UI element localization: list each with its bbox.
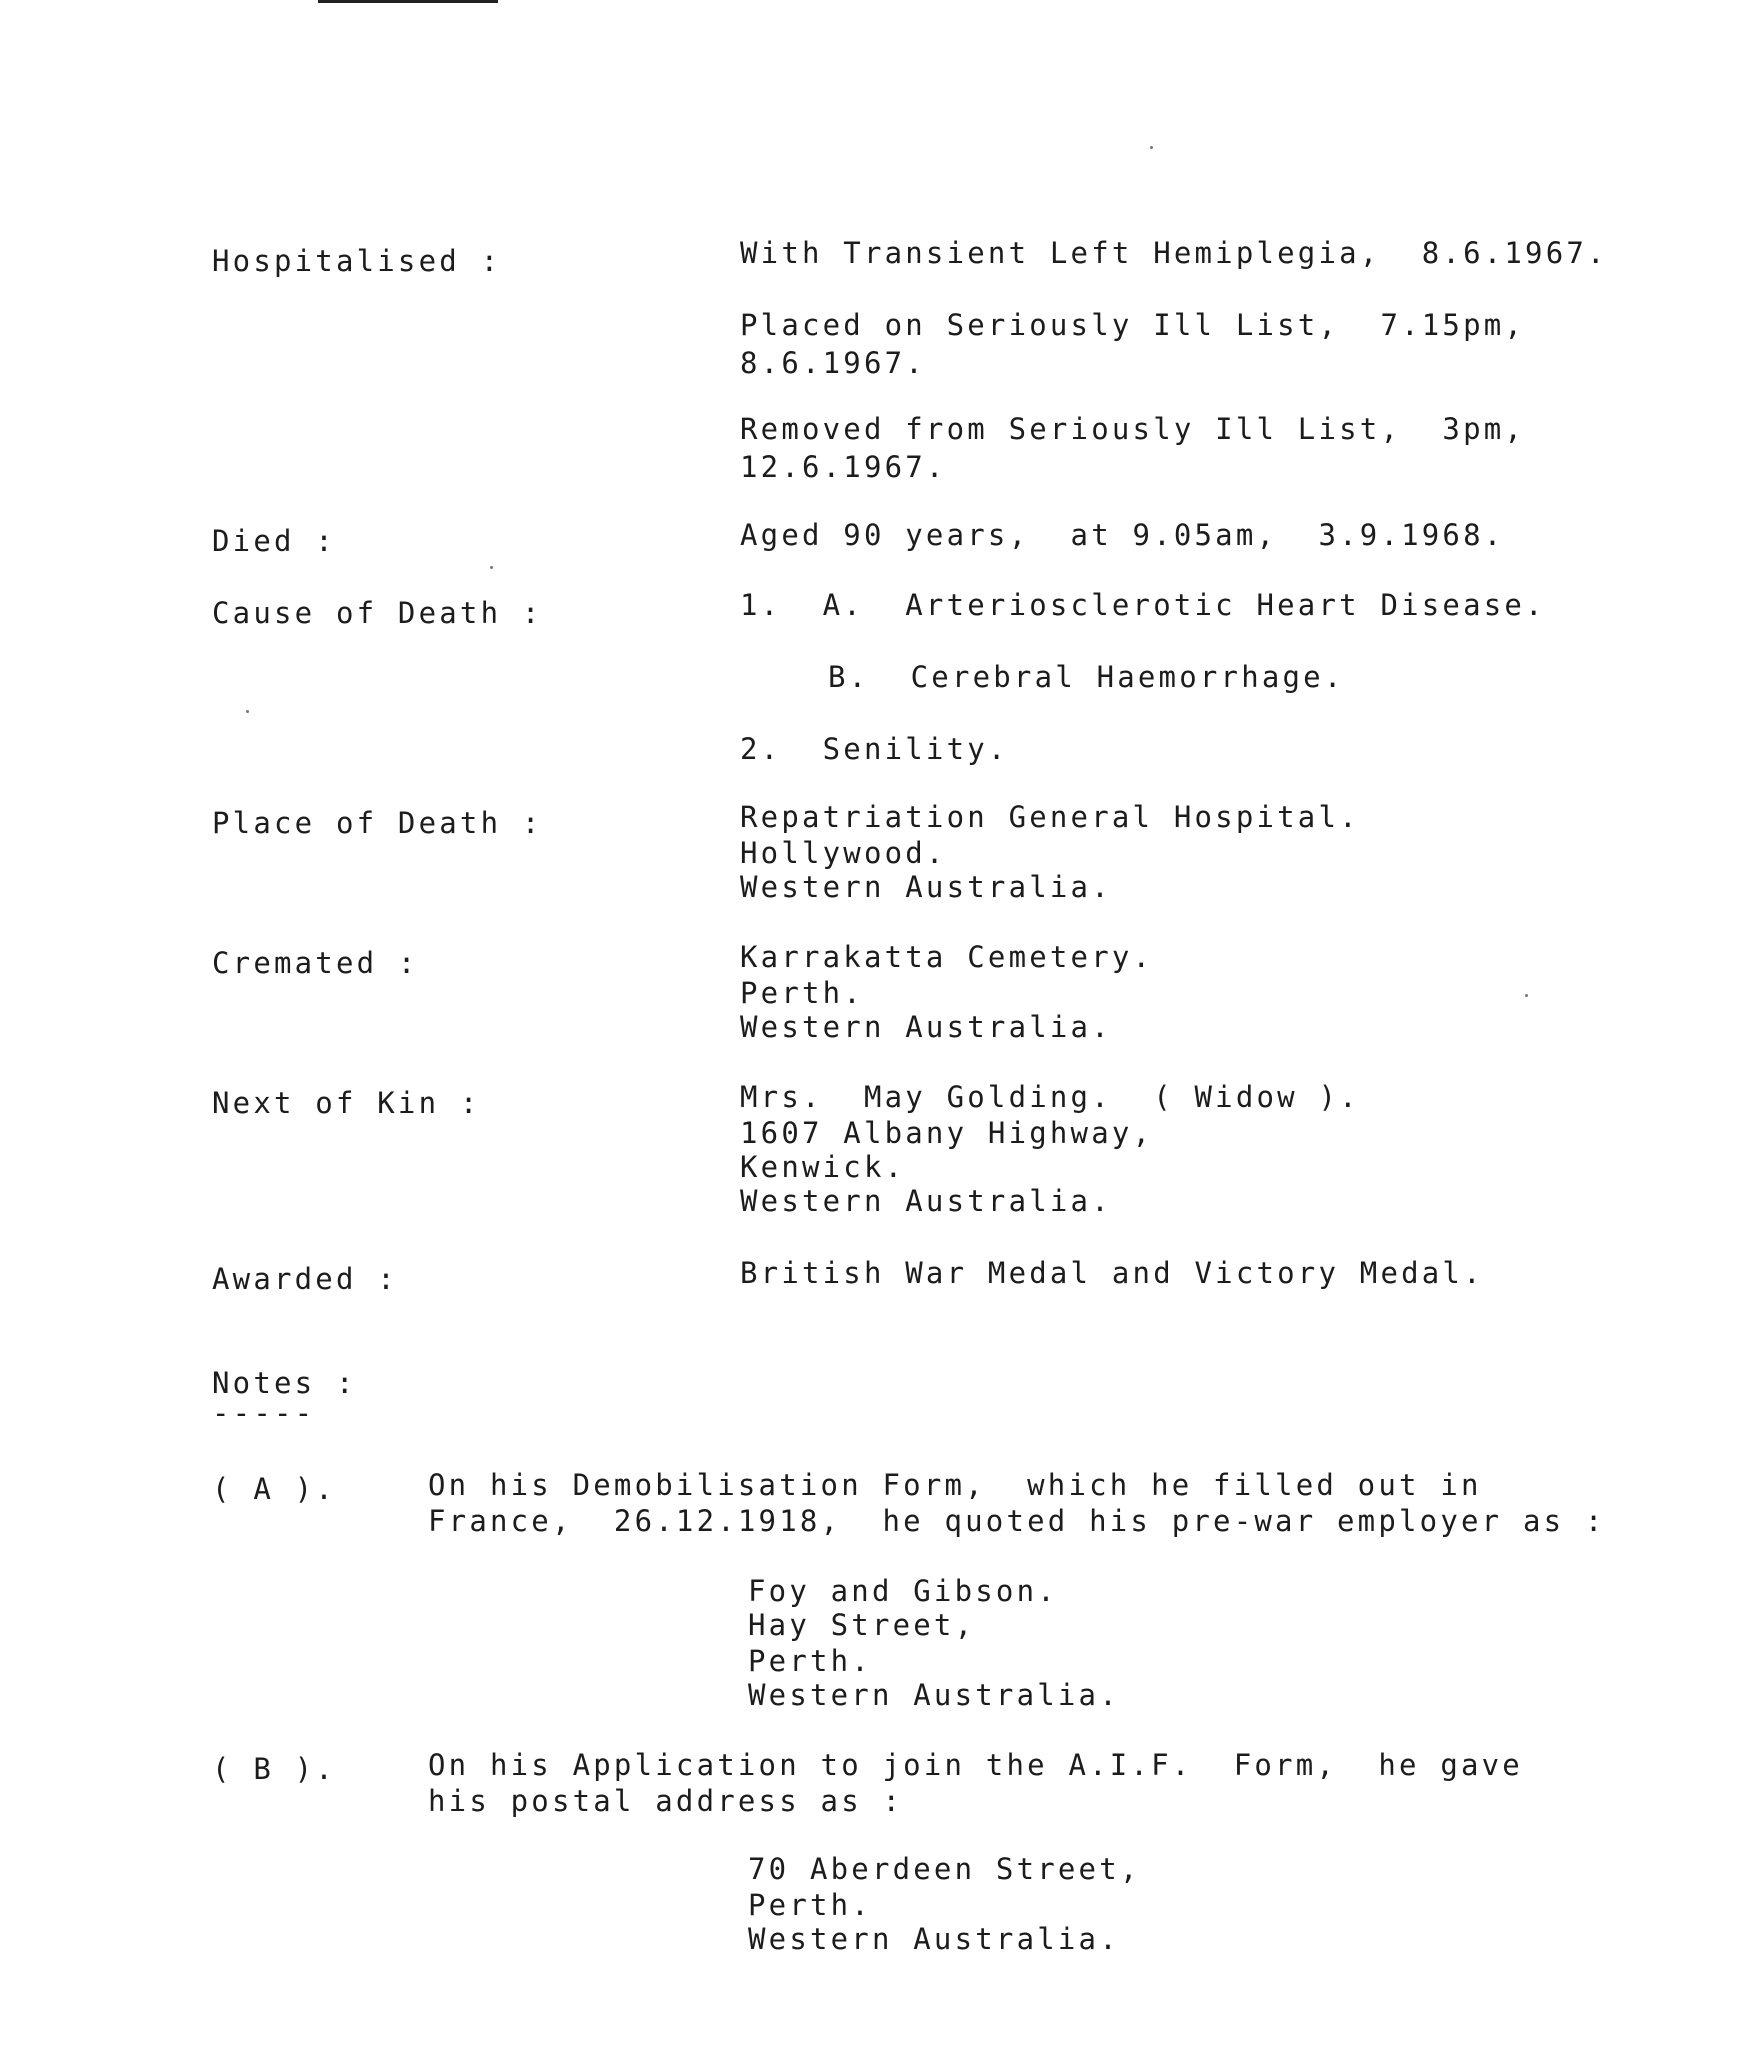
cremated-line: Karrakatta Cemetery. — [740, 940, 1154, 974]
hospitalised-line: Placed on Seriously Ill List, 7.15pm, — [740, 308, 1526, 342]
cremated-line: Perth. — [740, 976, 864, 1010]
hospitalised-line: 12.6.1967. — [740, 450, 947, 484]
scan-speck — [1150, 146, 1153, 149]
place-of-death-label: Place of Death : — [212, 806, 543, 840]
hospitalised-line: With Transient Left Hemiplegia, 8.6.1967. — [740, 236, 1608, 270]
hospitalised-label: Hospitalised : — [212, 244, 502, 278]
hospitalised-line: 8.6.1967. — [740, 346, 926, 380]
scan-speck — [490, 566, 493, 569]
hospitalised-line: Removed from Seriously Ill List, 3pm, — [740, 412, 1526, 446]
cremated-line: Western Australia. — [740, 1010, 1112, 1044]
place-of-death-line: Hollywood. — [740, 836, 947, 870]
scan-speck — [1525, 994, 1528, 997]
note-a-address-line: Western Australia. — [748, 1678, 1120, 1712]
cause-of-death-item: 2. Senility. — [740, 732, 1009, 766]
cause-of-death-item: B. Cerebral Haemorrhage. — [828, 660, 1345, 694]
note-b-line: On his Application to join the A.I.F. Form, he gave — [428, 1748, 1523, 1782]
note-b-line: his postal address as : — [428, 1784, 904, 1818]
scan-speck — [246, 710, 249, 713]
next-of-kin-line: Kenwick. — [740, 1150, 906, 1184]
note-b-address-line: 70 Aberdeen Street, — [748, 1852, 1141, 1886]
top-edge-rule — [318, 0, 498, 3]
next-of-kin-line: Western Australia. — [740, 1184, 1112, 1218]
notes-underline: ----- — [212, 1396, 316, 1430]
note-b-address-line: Western Australia. — [748, 1922, 1120, 1956]
cause-of-death-item: 1. A. Arteriosclerotic Heart Disease. — [740, 588, 1546, 622]
note-a-line: France, 26.12.1918, he quoted his pre-war employer as : — [428, 1504, 1606, 1538]
died-value: Aged 90 years, at 9.05am, 3.9.1968. — [740, 518, 1505, 552]
note-a-marker: ( A ). — [212, 1472, 336, 1506]
note-b-address-line: Perth. — [748, 1888, 872, 1922]
cremated-label: Cremated : — [212, 946, 419, 980]
note-b-marker: ( B ). — [212, 1752, 336, 1786]
next-of-kin-label: Next of Kin : — [212, 1086, 481, 1120]
note-a-address-line: Perth. — [748, 1644, 872, 1678]
place-of-death-line: Western Australia. — [740, 870, 1112, 904]
note-a-address-line: Hay Street, — [748, 1608, 976, 1642]
awarded-label: Awarded : — [212, 1262, 398, 1296]
next-of-kin-line: 1607 Albany Highway, — [740, 1116, 1154, 1150]
cause-of-death-label: Cause of Death : — [212, 596, 543, 630]
notes-heading: Notes : — [212, 1366, 357, 1400]
died-label: Died : — [212, 524, 336, 558]
note-a-line: On his Demobilisation Form, which he filled out in — [428, 1468, 1482, 1502]
next-of-kin-line: Mrs. May Golding. ( Widow ). — [740, 1080, 1360, 1114]
note-a-address-line: Foy and Gibson. — [748, 1574, 1058, 1608]
awarded-value: British War Medal and Victory Medal. — [740, 1256, 1484, 1290]
place-of-death-line: Repatriation General Hospital. — [740, 800, 1360, 834]
